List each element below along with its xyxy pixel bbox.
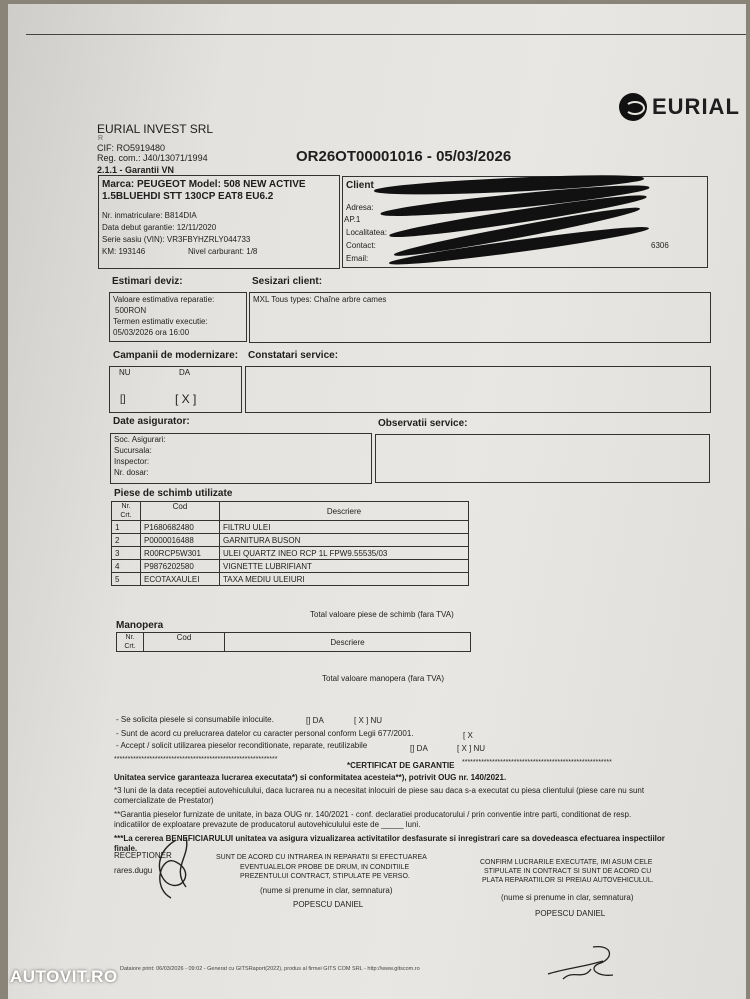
client-email-label: Email: — [346, 254, 369, 263]
warranty-line3: comercializate de Prestator) — [114, 796, 214, 805]
vehicle-warranty-start: Data debut garantie: 12/11/2020 — [102, 223, 217, 232]
vehicle-vin: Serie sasiu (VIN): VR3FBYHZRLY044733 — [102, 235, 251, 244]
campaigns-title: Campanii de modernizare: — [113, 350, 239, 361]
reception-user: rares.dugu — [114, 866, 153, 875]
vehicle-fuel: Nivel carburant: 1/8 — [188, 247, 258, 256]
sign-mid-name-hint: (nume si prenume in clar, semnatura) — [260, 886, 393, 895]
complaints-text: MXL Tous types: Chaîne arbre cames — [253, 295, 387, 304]
parts-table — [111, 501, 469, 586]
sign-mid-line3: PREZENTULUI CONTRACT, STIPULATE PE VERSO. — [240, 873, 410, 880]
findings-title: Constatari service: — [248, 350, 339, 361]
campaigns-da-checkbox: [ X ] — [175, 392, 197, 406]
observations-box — [375, 434, 710, 483]
consent-3-da: [] DA — [410, 744, 428, 753]
company-mark: R — [98, 135, 104, 142]
consent-3-nu: [ X ] NU — [457, 744, 486, 753]
parts-total: Total valoare piese de schimb (fara TVA) — [310, 610, 454, 619]
sign-mid-line1: SUNT DE ACORD CU INTRAREA IN REPARATII SI EFECTUAREA — [216, 854, 427, 861]
labor-col-crt: Crt. — [124, 643, 136, 650]
parts-col-code: Cod — [141, 502, 220, 521]
autovit-watermark: AUTOVIT.RO — [10, 967, 118, 986]
complaints-title: Sesizari client: — [252, 276, 323, 287]
insurer-branch: Sucursala: — [114, 446, 152, 455]
warranty-line7: finale. — [114, 844, 138, 853]
estimate-term-label: Termen estimativ executie: — [113, 317, 208, 326]
document-page — [8, 4, 746, 999]
consent-1-da: [] DA — [306, 716, 324, 725]
insurer-company: Soc. Asigurari: — [114, 435, 166, 444]
insurer-title: Date asigurator: — [113, 416, 190, 427]
labor-col-code: Cod — [144, 633, 225, 652]
table-row: 2 P0000016488 GARNITURA BUSON — [112, 534, 469, 547]
parts-col-nr: Nr. — [121, 503, 131, 510]
client-contact-label: Contact: — [346, 241, 376, 250]
estimate-value-label: Valoare estimativa reparatie: — [113, 295, 215, 304]
estimate-value: 500RON — [115, 306, 147, 315]
sign-right-person: POPESCU DANIEL — [535, 909, 606, 918]
labor-table — [116, 632, 471, 652]
vehicle-line2: 1.5BLUEHDI STT 130CP EAT8 EU6.2 — [102, 191, 274, 202]
consent-3: - Accept / solicit utilizarea pieselor reconditionate, reparate, reutilizabile — [116, 741, 368, 750]
sign-right-name-hint: (nume si prenume in clar, semnatura) — [501, 893, 634, 902]
company-name: EURIAL INVEST SRL — [97, 122, 214, 136]
order-number: OR26OT00001016 - 05/03/2026 — [296, 148, 512, 165]
labor-title: Manopera — [116, 620, 164, 631]
labor-col-nr: Nr. — [125, 634, 135, 641]
vehicle-km: KM: 193146 — [102, 247, 146, 256]
company-cif: CIF: RO5919480 — [97, 143, 166, 153]
insurer-file: Nr. dosar: — [114, 468, 149, 477]
consent-2: - Sunt de acord cu prelucrarea datelor cu caracter personal conform Legii 677/2001. — [116, 729, 414, 738]
reception-label: RECEPTIONER — [114, 851, 172, 860]
consent-1: - Se solicita piesele si consumabile inlocuite. — [116, 715, 274, 724]
warranty-stars-left: ************************************************************ — [114, 756, 278, 763]
labor-col-desc: Descriere — [225, 633, 471, 652]
vehicle-plate: Nr. inmatriculare: B814DIA — [102, 211, 197, 220]
warranty-line1: Unitatea service garanteaza lucrarea executata*) si conformitatea acesteia**), potrivit OUG nr. 140/2021. — [114, 773, 507, 782]
consent-2-x: [ X — [463, 731, 473, 740]
warranty-title: *CERTIFICAT DE GARANTIE — [347, 761, 455, 770]
table-row: 1 P1680682480 FILTRU ULEI — [112, 521, 469, 534]
client-ap: AP.1 — [344, 215, 361, 224]
eurial-logo-text: EURIAL — [652, 94, 740, 119]
sign-right-line3: PLATA REPARATIILOR SI PREIAU AUTOVEHICULUL. — [482, 877, 654, 884]
consent-1-nu: [ X ] NU — [354, 716, 383, 725]
table-row: 5 ECOTAXAULEI TAXA MEDIU ULEIURI — [112, 573, 469, 586]
client-city-label: Localitatea: — [346, 228, 387, 237]
sign-mid-person: POPESCU DANIEL — [293, 900, 364, 909]
document-type: 2.1.1 - Garantii VN — [97, 165, 175, 175]
estimate-title: Estimari deviz: — [112, 276, 183, 287]
insurer-inspector: Inspector: — [114, 457, 150, 466]
company-reg: Reg. com.: J40/13071/1994 — [97, 153, 208, 163]
parts-header-row — [112, 502, 469, 521]
table-row: 3 R00RCP5W301 ULEI QUARTZ INEO RCP 1L FPW9.55535/03 — [112, 547, 469, 560]
warranty-stars-right: ******************************************************* — [462, 759, 612, 766]
parts-col-crt: Crt. — [120, 512, 132, 519]
warranty-line2: *3 luni de la data receptiei autovehiculului, daca lucrarea nu a necesitat inlocuiri de piese sau daca s-a executat cu piesa clientului (piese care nu sunt — [114, 786, 645, 795]
labor-header-row — [117, 633, 471, 652]
eurial-logo-icon — [619, 93, 647, 121]
warranty-line6: ***La cererea BENEFICIARULUI unitatea va asigura vizualizarea activitatilor desfasurate si inregistrari care sa dovedeasca efectuarea inspectiilor — [114, 834, 665, 843]
sign-mid-line2: EVENTUALELOR PROBE DE DRUM, IN CONDITIILE — [240, 864, 410, 871]
campaigns-da-label: DA — [179, 368, 191, 377]
labor-total: Total valoare manopera (fara TVA) — [322, 674, 444, 683]
estimate-term: 05/03/2026 ora 16:00 — [113, 328, 190, 337]
sign-right-line2: STIPULATE IN CONTRACT SI SUNT DE ACORD CU — [484, 868, 652, 875]
vehicle-line1: Marca: PEUGEOT Model: 508 NEW ACTIVE — [102, 179, 306, 190]
warranty-line5: indicatiilor de exploatare prevazute de producatorul autovehiculului este de _____ luni. — [114, 820, 421, 829]
client-address-label: Adresa: — [346, 203, 374, 212]
table-row: 4 P9876202580 VIGNETTE LUBRIFIANT — [112, 560, 469, 573]
parts-col-desc: Descriere — [220, 502, 469, 521]
observations-title: Observatii service: — [378, 418, 468, 429]
client-title: Client — [346, 180, 374, 191]
footer-print-info: Dataiore print: 06/03/2026 - 09:02 - Generat cu GITSRaport(2022), produs al firmei GITS COM SRL - http://www.gitscom.ro — [120, 966, 420, 972]
reception-signature-icon — [136, 832, 216, 902]
top-rule — [26, 34, 746, 35]
campaigns-nu-checkbox: [] — [120, 394, 126, 405]
warranty-line4: **Garantia pieselor furnizate de unitate, in baza OUG nr. 140/2021 - conf. declaratiei producatorului / prin conventie intre parti, conditionat de resp. — [114, 810, 632, 819]
findings-box — [245, 366, 711, 413]
client-signature-icon — [543, 939, 623, 984]
campaigns-nu-label: NU — [119, 368, 131, 377]
client-contact-tail: 6306 — [651, 241, 669, 250]
sign-right-line1: CONFIRM LUCRARILE EXECUTATE, IMI ASUM CELE — [480, 859, 653, 866]
parts-title: Piese de schimb utilizate — [114, 488, 233, 499]
